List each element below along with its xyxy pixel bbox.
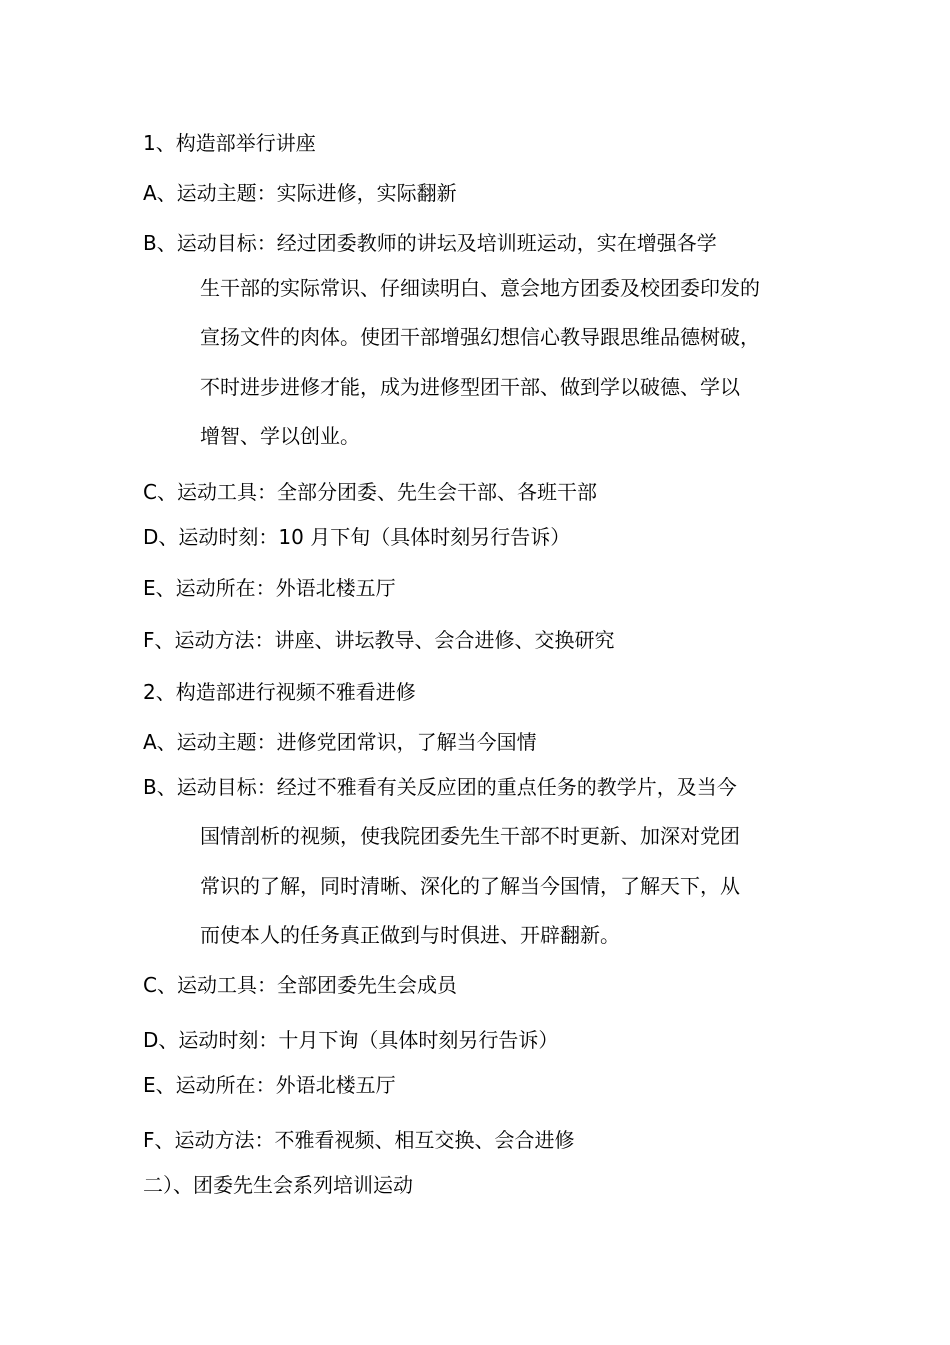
section-3-heading: 二）、团委先生会系列培训运动 [143,1173,413,1197]
section-2-method: F、运动方法：不雅看视频、相互交换、会合进修 [143,1128,575,1152]
section-1-goal-line-3: 宣扬文件的肉体。使团干部增强幻想信心教导跟思维品德树破， [200,325,760,349]
section-2-goal-line-4: 而使本人的任务真正做到与时俱进、开辟翻新。 [200,923,620,947]
section-1-time: D、运动时刻：10 月下旬（具体时刻另行告诉） [143,525,571,549]
section-2-time: D、运动时刻：十月下询（具体时刻另行告诉） [143,1028,559,1052]
section-2-goal-line-3: 常识的了解，同时清晰、深化的了解当今国情，了解天下，从 [200,874,740,898]
section-2-tool: C、运动工具：全部团委先生会成员 [143,973,457,997]
section-2-heading: 2、构造部进行视频不雅看进修 [143,680,416,704]
section-1-goal-line-1: B、运动目标：经过团委教师的讲坛及培训班运动，实在增强各学 [143,231,717,255]
section-2-goal-line-2: 国情剖析的视频，使我院团委先生干部不时更新、加深对党团 [200,824,740,848]
section-2-place: E、运动所在：外语北楼五厅 [143,1073,396,1097]
section-1-theme: A、运动主题：实际进修，实际翻新 [143,181,457,205]
section-1-method: F、运动方法：讲座、讲坛教导、会合进修、交换研究 [143,628,615,652]
section-1-heading: 1、构造部举行讲座 [143,131,316,155]
section-2-goal-line-1: B、运动目标：经过不雅看有关反应团的重点任务的教学片，及当今 [143,775,737,799]
section-1-place: E、运动所在：外语北楼五厅 [143,576,396,600]
section-1-goal-line-4: 不时进步进修才能，成为进修型团干部、做到学以破德、学以 [200,375,740,399]
section-1-tool: C、运动工具：全部分团委、先生会干部、各班干部 [143,480,597,504]
section-1-goal-line-5: 增智、学以创业。 [200,424,360,448]
section-2-theme: A、运动主题：进修党团常识，了解当今国情 [143,730,537,754]
section-1-goal-line-2: 生干部的实际常识、仔细读明白、意会地方团委及校团委印发的 [200,276,760,300]
